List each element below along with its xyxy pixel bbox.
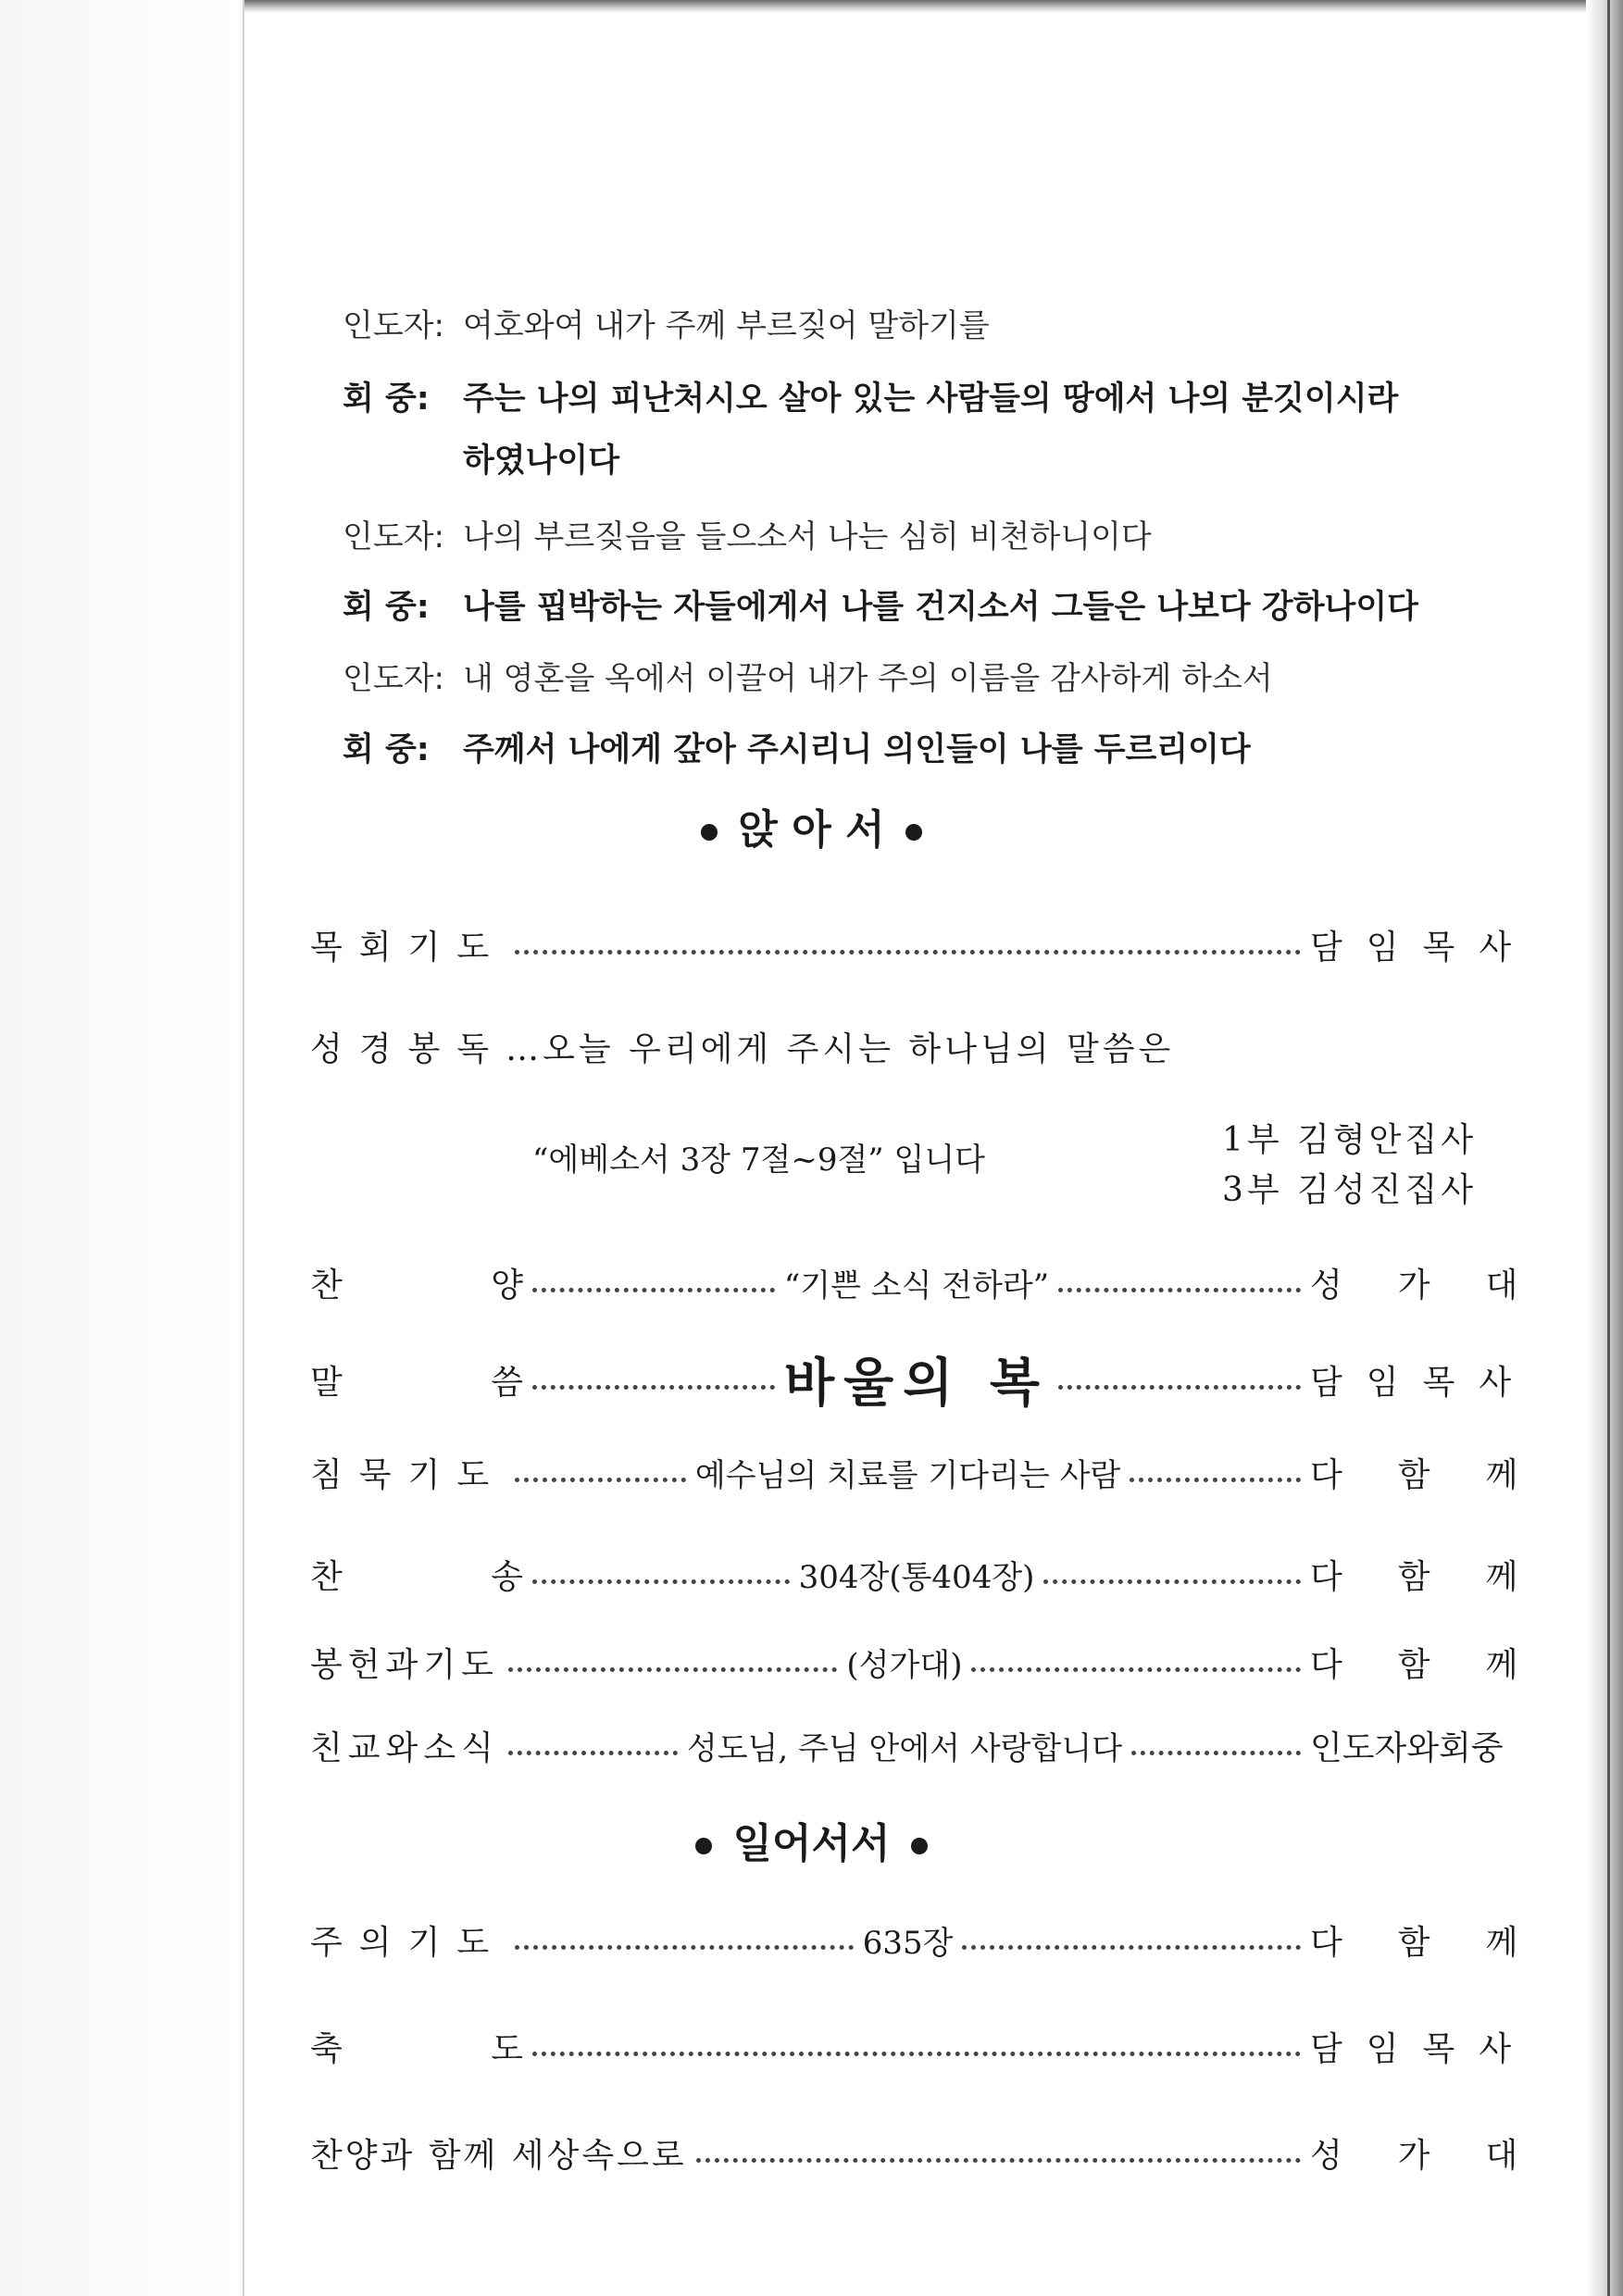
fellowship-greeting: 성도님, 주님 안에서 사랑합니다	[686, 1729, 1123, 1767]
section-title: 일어서서	[732, 1820, 891, 1867]
leader-text: 성가대	[1310, 2136, 1574, 2175]
scripture-readers	[1222, 1116, 1477, 1216]
order-leader	[1310, 2129, 1574, 2177]
hymn-number: 304장(통404장)	[798, 1558, 1035, 1596]
order-item-char: 송	[491, 1557, 523, 1596]
dot-leader	[1043, 1579, 1301, 1584]
order-item: 주의기도	[310, 1923, 506, 1962]
order-item-char: 찬	[310, 1266, 343, 1304]
reading-text: 주께서 나에게 갚아 주시리니 의인들이 나를 두르리이다	[463, 731, 1251, 768]
order-row-scripture	[310, 1023, 1174, 1070]
leader-text: 다함께	[1310, 1923, 1574, 1962]
order-item	[310, 1259, 523, 1306]
order-row-silent-prayer	[310, 1444, 1574, 1500]
order-row-pastoral-prayer	[310, 917, 1536, 972]
order-leader	[1310, 1639, 1574, 1686]
reading-line-5	[343, 585, 1418, 630]
dot-leader	[1130, 1478, 1301, 1482]
section-title: 앉 아 서	[738, 806, 885, 854]
order-item: 찬양과 함께 세상속으로	[310, 2136, 687, 2175]
reading-text: 주는 나의 피난처시오 살아 있는 사람들의 땅에서 나의 분깃이시라	[463, 381, 1399, 418]
order-item: 봉헌과기도	[310, 1645, 499, 1684]
order-leader	[1310, 1259, 1574, 1306]
reader-third-service: 3부 김성진집사	[1222, 1171, 1478, 1209]
bullet-icon	[701, 824, 718, 841]
reading-speaker: 인도자:	[343, 307, 444, 344]
order-leader	[1310, 1551, 1574, 1598]
order-item: 친교와소식	[310, 1728, 499, 1767]
leader-text: 담임목사	[1310, 1363, 1536, 1402]
bullet-icon	[695, 1838, 712, 1854]
dot-leader	[532, 1579, 790, 1584]
leader-text: 다함께	[1310, 1645, 1574, 1684]
reading-line-2	[343, 377, 1398, 421]
order-leader	[1310, 1449, 1574, 1496]
reader-first-service: 1부 김형안집사	[1222, 1121, 1478, 1159]
order-leader	[1310, 1916, 1574, 1964]
order-item: 목회기도	[310, 928, 506, 967]
silent-prayer-topic: 예수님의 치료를 기다리는 사람	[694, 1456, 1121, 1494]
leader-text: 다함께	[1310, 1455, 1574, 1494]
order-item: 침묵기도	[310, 1455, 506, 1494]
reading-line-3	[343, 439, 619, 483]
leader-text: 담임목사	[1310, 2029, 1536, 2068]
reading-text: 하였나이다	[463, 443, 620, 480]
dot-leader	[515, 950, 1301, 955]
order-row-hymn	[310, 1546, 1574, 1602]
praise-title: “기쁜 소식 전하라”	[783, 1267, 1050, 1304]
order-row-benediction	[310, 2018, 1536, 2074]
leader-text: 성가대	[1310, 1266, 1574, 1304]
scripture-passage: “에베소서 3장 7절~9절” 입니다	[532, 1142, 986, 1179]
order-leader	[1310, 1722, 1528, 1769]
reading-speaker: 회 중:	[343, 731, 430, 768]
dot-leader	[532, 2052, 1301, 2056]
order-row-closing	[310, 2125, 1574, 2180]
order-leader	[1310, 1356, 1536, 1404]
order-item-char: 씀	[491, 1363, 523, 1402]
sermon-title: 바울의 복	[784, 1354, 1049, 1414]
lords-prayer-hymn: 635장	[862, 1924, 954, 1962]
reading-line-1	[343, 304, 990, 348]
scan-binding-line	[1607, 0, 1610, 2296]
order-item	[310, 1551, 523, 1598]
offering-note: (성가대)	[846, 1646, 963, 1684]
order-item	[310, 1356, 523, 1404]
dot-leader	[696, 2158, 1301, 2163]
leader-text: 인도자와회중	[1310, 1728, 1504, 1767]
section-standing-heading	[0, 1810, 1623, 1869]
reading-speaker: 회 중:	[343, 381, 430, 418]
reading-text: 나를 핍박하는 자들에게서 나를 건지소서 그들은 나보다 강하나이다	[463, 589, 1418, 626]
dot-leader	[515, 1945, 854, 1950]
dot-leader	[971, 1667, 1301, 1672]
leader-text: 다함께	[1310, 1557, 1574, 1596]
order-item-char: 말	[310, 1363, 343, 1402]
dot-leader	[1058, 1385, 1301, 1390]
bullet-icon	[905, 824, 922, 841]
order-item-char: 찬	[310, 1557, 343, 1596]
order-row-fellowship	[310, 1717, 1528, 1773]
scan-right-edge	[1586, 0, 1623, 2296]
reading-speaker: 회 중:	[343, 589, 430, 626]
dot-leader	[532, 1385, 775, 1390]
order-item: 성경봉독	[310, 1030, 506, 1068]
dot-leader	[508, 1751, 678, 1755]
order-row-lords-prayer	[310, 1912, 1574, 1967]
leader-text: 담임목사	[1310, 928, 1536, 967]
reading-speaker: 인도자:	[343, 660, 444, 697]
dot-leader	[962, 1945, 1301, 1950]
reading-text: 내 영혼을 옥에서 이끌어 내가 주의 이름을 감사하게 하소서	[463, 660, 1273, 697]
order-row-offering	[310, 1634, 1574, 1690]
order-item-char: 양	[491, 1266, 523, 1304]
order-item-char: 축	[310, 2029, 343, 2068]
bullet-icon	[911, 1838, 928, 1854]
dot-leader	[532, 1288, 775, 1292]
reading-line-7	[343, 728, 1251, 772]
order-row-sermon	[310, 1347, 1536, 1414]
reading-line-6	[343, 656, 1273, 701]
section-seated-heading	[0, 796, 1623, 855]
dot-leader	[508, 1667, 838, 1672]
reading-speaker: 인도자:	[343, 518, 444, 555]
order-leader	[1310, 2023, 1536, 2070]
dot-leader	[1131, 1751, 1301, 1755]
reading-line-4	[343, 515, 1152, 559]
order-item-char: 도	[491, 2029, 523, 2068]
scan-left-margin	[0, 0, 244, 2296]
order-row-praise	[310, 1254, 1574, 1310]
reading-text: 나의 부르짖음을 들으소서 나는 심히 비천하니이다	[463, 518, 1152, 555]
reading-text: 여호와여 내가 주께 부르짖어 말하기를	[463, 307, 990, 344]
order-leader	[1310, 921, 1536, 968]
scripture-intro: …오늘 우리에게 주시는 하나님의 말씀은	[506, 1030, 1175, 1068]
dot-leader	[1058, 1288, 1301, 1292]
order-item	[310, 2023, 523, 2070]
dot-leader	[515, 1478, 686, 1482]
